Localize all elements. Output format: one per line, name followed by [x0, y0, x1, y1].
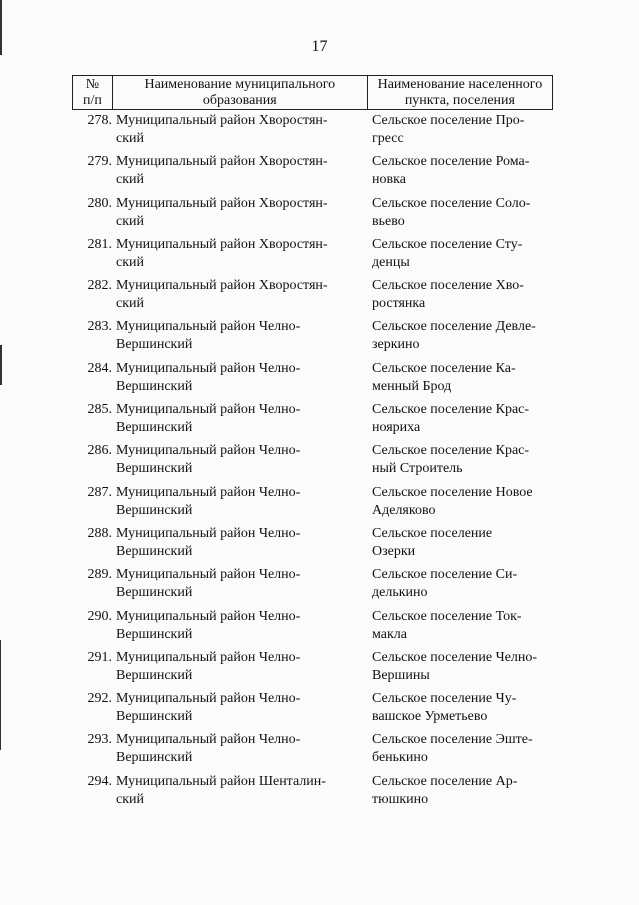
header-municipality-line-1: Наименование муниципального: [144, 76, 336, 92]
settlement-name-line: Сельское поселение Ар-: [372, 773, 518, 789]
settlement-name-line: Аделяково: [372, 502, 436, 518]
municipality-name-line: Муниципальный район Хворостян-: [116, 154, 328, 170]
municipality-name: [116, 236, 366, 272]
municipality-name-line: Муниципальный район Шенталин-: [116, 773, 326, 789]
table-row: [0, 606, 639, 647]
municipality-name: [116, 442, 366, 478]
municipality-name-line: Муниципальный район Челно-: [116, 484, 301, 500]
table-row: [0, 399, 639, 440]
table-row: [0, 688, 639, 729]
municipality-name: [116, 112, 366, 148]
row-number: 284.: [87, 360, 112, 376]
municipality-name-line: Вершинский: [116, 543, 193, 559]
settlement-name: [372, 112, 557, 148]
municipality-name-line: Вершинский: [116, 378, 193, 394]
table-row: [0, 193, 639, 234]
row-number: 294.: [87, 773, 112, 789]
table-row: [0, 151, 639, 192]
settlement-name: [372, 236, 557, 272]
municipality-name-line: Вершинский: [116, 626, 193, 642]
settlement-name-line: менный Брод: [372, 378, 452, 394]
settlement-name: [372, 731, 557, 767]
settlement-name-line: Озерки: [372, 543, 416, 559]
settlement-name-line: зеркино: [372, 337, 420, 353]
table-header: [72, 75, 553, 110]
settlement-name: [372, 649, 557, 685]
municipality-name: [116, 608, 366, 644]
municipality-name: [116, 525, 366, 561]
municipality-name-line: ский: [116, 213, 144, 229]
table-row: [0, 523, 639, 564]
row-number: 282.: [87, 278, 112, 294]
municipality-name-line: Вершинский: [116, 502, 193, 518]
header-settlement-line-1: Наименование населенного: [377, 76, 543, 92]
row-number: 291.: [87, 649, 112, 665]
row-number: 289.: [87, 567, 112, 583]
settlement-name-line: Сельское поселение Новое: [372, 484, 533, 500]
settlement-name-line: Сельское поселение Соло-: [372, 195, 531, 211]
settlement-name-line: Сельское поселение Чу-: [372, 691, 517, 707]
table-row: [0, 771, 639, 812]
municipality-name-line: ский: [116, 791, 144, 807]
row-number: 280.: [87, 195, 112, 211]
municipality-name: [116, 195, 366, 231]
settlement-name-line: Сельское поселение Ток-: [372, 608, 522, 624]
municipality-name-line: ский: [116, 172, 144, 188]
municipality-name-line: Муниципальный район Хворостян-: [116, 113, 328, 128]
table-row: [0, 358, 639, 399]
header-number-column: [73, 76, 113, 109]
settlement-name-line: тюшкино: [372, 791, 429, 807]
settlement-name: [372, 277, 557, 313]
settlement-name-line: Сельское поселение Си-: [372, 567, 518, 583]
municipality-name-line: Муниципальный район Хворостян-: [116, 236, 328, 252]
municipality-name-line: Вершинский: [116, 461, 193, 477]
settlement-name-line: Сельское поселение Рома-: [372, 154, 530, 170]
settlement-name-line: Сельское поселение Челно-: [372, 649, 538, 665]
municipality-name-line: Вершинский: [116, 750, 193, 766]
municipality-name-line: Вершинский: [116, 667, 193, 683]
municipality-name: [116, 649, 366, 685]
table-row: [0, 110, 639, 151]
municipality-name-line: Муниципальный район Хворостян-: [116, 195, 328, 211]
row-number: 288.: [87, 525, 112, 541]
settlement-name-line: денцы: [372, 254, 410, 270]
settlement-name-line: Сельское поселение Ка-: [372, 360, 516, 376]
municipality-name: [116, 690, 366, 726]
settlement-name-line: ростянка: [372, 296, 426, 312]
row-number: 286.: [87, 443, 112, 459]
settlement-name: [372, 566, 557, 602]
municipality-name-line: ский: [116, 131, 144, 146]
row-number: 279.: [87, 154, 112, 170]
settlement-name: [372, 360, 557, 396]
settlement-name-line: Вершины: [372, 667, 430, 683]
settlement-name-line: вьево: [372, 213, 405, 229]
municipality-name-line: Муниципальный район Челно-: [116, 608, 301, 624]
table-row: [0, 564, 639, 605]
settlement-name-line: Сельское поселение Девле-: [372, 319, 536, 335]
settlement-name-line: вашское Урметьево: [372, 709, 488, 725]
municipality-name-line: Вершинский: [116, 420, 193, 436]
municipality-name: [116, 277, 366, 313]
settlement-name-line: Сельское поселение Крас-: [372, 443, 530, 459]
settlement-name-line: Сельское поселение Крас-: [372, 402, 530, 418]
municipality-name-line: Муниципальный район Челно-: [116, 443, 301, 459]
settlement-name: [372, 153, 557, 189]
municipality-name-line: Муниципальный район Челно-: [116, 402, 301, 418]
municipality-name: [116, 360, 366, 396]
settlement-name-line: Сельское поселение Про-: [372, 113, 525, 128]
municipality-name-line: Муниципальный район Хворостян-: [116, 278, 328, 294]
settlement-name-line: Сельское поселение Сту-: [372, 236, 523, 252]
header-settlement-column: [368, 76, 552, 109]
settlement-name: [372, 690, 557, 726]
municipality-name-line: Муниципальный район Челно-: [116, 319, 301, 335]
table-row: [0, 316, 639, 357]
municipality-name: [116, 484, 366, 520]
settlement-name: [372, 484, 557, 520]
settlement-name-line: Сельское поселение: [372, 525, 493, 541]
municipality-name: [116, 318, 366, 354]
municipality-name-line: Муниципальный район Челно-: [116, 525, 301, 541]
municipality-name: [116, 731, 366, 767]
municipality-name-line: Вершинский: [116, 709, 193, 725]
settlement-name-line: нояриха: [372, 420, 421, 436]
settlement-name-line: делькино: [372, 585, 428, 601]
header-municipality-column: [113, 76, 368, 109]
municipality-name-line: Муниципальный район Челно-: [116, 567, 301, 583]
municipality-name-line: Муниципальный район Челно-: [116, 732, 301, 748]
table-row: [0, 275, 639, 316]
table-row: [0, 647, 639, 688]
municipality-name-line: Вершинский: [116, 337, 193, 353]
row-number: 278.: [87, 113, 112, 128]
page-number: 17: [311, 38, 328, 55]
settlement-name: [372, 773, 557, 809]
table-row: [0, 440, 639, 481]
settlement-name-line: бенькино: [372, 750, 428, 766]
settlement-name: [372, 318, 557, 354]
row-number: 283.: [87, 319, 112, 335]
header-number-line-2: п/п: [82, 92, 102, 108]
municipality-name: [116, 566, 366, 602]
settlement-name-line: гресс: [372, 131, 404, 146]
table-row: [0, 482, 639, 523]
row-number: 292.: [87, 691, 112, 707]
table-row: [0, 729, 639, 770]
settlement-name-line: макла: [372, 626, 407, 642]
row-number: 281.: [87, 236, 112, 252]
municipality-name-line: ский: [116, 254, 144, 270]
municipality-name: [116, 773, 366, 809]
settlement-name: [372, 442, 557, 478]
settlement-name: [372, 525, 557, 561]
settlement-name: [372, 195, 557, 231]
row-number: 290.: [87, 608, 112, 624]
settlement-name-line: новка: [372, 172, 406, 188]
table-body: [0, 110, 639, 812]
municipality-name-line: ский: [116, 296, 144, 312]
row-number: 285.: [87, 402, 112, 418]
settlement-name-line: ный Строитель: [372, 461, 463, 477]
settlement-name-line: Сельское поселение Хво-: [372, 278, 524, 294]
header-municipality-line-2: образования: [202, 92, 277, 108]
municipality-name: [116, 401, 366, 437]
table-row: [0, 234, 639, 275]
row-number: 293.: [87, 732, 112, 748]
settlement-name: [372, 608, 557, 644]
row-number: 287.: [87, 484, 112, 500]
municipality-name-line: Муниципальный район Челно-: [116, 691, 301, 707]
header-number-line-1: №: [85, 76, 100, 92]
municipality-name: [116, 153, 366, 189]
header-settlement-line-2: пункта, поселения: [404, 92, 515, 108]
settlement-name-line: Сельское поселение Эште-: [372, 732, 533, 748]
municipality-name-line: Муниципальный район Челно-: [116, 360, 301, 376]
municipality-name-line: Муниципальный район Челно-: [116, 649, 301, 665]
settlement-name: [372, 401, 557, 437]
municipality-name-line: Вершинский: [116, 585, 193, 601]
